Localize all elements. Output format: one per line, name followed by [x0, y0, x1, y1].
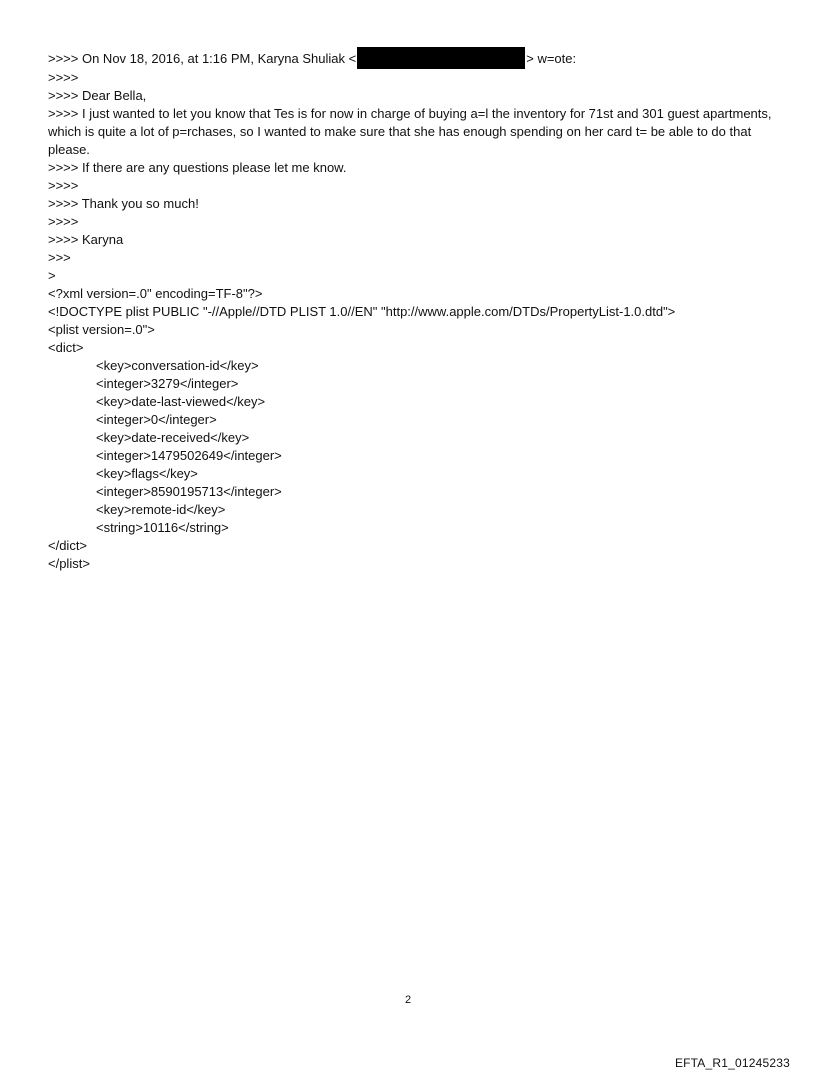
email-header-line	[48, 47, 778, 69]
email-line: >>>> Karyna	[48, 232, 124, 247]
page-number: 2	[404, 994, 412, 1006]
plist-entry: <key>date-last-viewed</key>	[96, 394, 266, 409]
plist-entry: <key>conversation-id</key>	[96, 358, 259, 373]
email-header-prefix: >>>> On Nov 18, 2016, at 1:16 PM, Karyna Shuliak <	[48, 51, 357, 66]
email-line: >>>>	[48, 178, 79, 193]
email-line: >	[48, 268, 56, 283]
plist-open-tag: <plist version=.0">	[48, 322, 155, 337]
plist-entry: <integer>8590195713</integer>	[96, 484, 282, 499]
plist-doctype: <!DOCTYPE plist PUBLIC "-//Apple//DTD PLIST 1.0//EN" "http://www.apple.com/DTDs/PropertyList-1.0.dtd">	[48, 304, 676, 319]
email-line: >>>>	[48, 70, 79, 85]
email-header-suffix: > w=ote:	[526, 51, 577, 66]
document-body	[48, 47, 778, 573]
plist-entry: <key>date-received</key>	[96, 430, 250, 445]
plist-entry: <integer>1479502649</integer>	[96, 448, 282, 463]
redaction-box	[357, 47, 525, 69]
plist-close-tag: </plist>	[48, 556, 90, 571]
plist-entry: <integer>0</integer>	[96, 412, 217, 427]
xml-declaration: <?xml version=.0" encoding=TF-8"?>	[48, 286, 263, 301]
plist-entry: <key>remote-id</key>	[96, 502, 226, 517]
email-line: >>>> Thank you so much!	[48, 196, 199, 211]
email-line: >>>> Dear Bella,	[48, 88, 147, 103]
email-line: >>>> If there are any questions please let me know.	[48, 160, 347, 175]
plist-entry: <integer>3279</integer>	[96, 376, 239, 391]
dict-open-tag: <dict>	[48, 340, 84, 355]
email-line: >>>> I just wanted to let you know that Tes is for now in charge of buying a=l the inventory for 71st and 301 guest apartments, which is quite a lot of p=rchases, so I wanted to make sure that she has enough spending on her card t= be able to do that please.	[48, 106, 776, 157]
plist-entry: <key>flags</key>	[96, 466, 198, 481]
email-line: >>>	[48, 250, 71, 265]
dict-close-tag: </dict>	[48, 538, 88, 553]
email-line: >>>>	[48, 214, 79, 229]
plist-entry: <string>10116</string>	[96, 520, 229, 535]
document-id: EFTA_R1_01245233	[674, 1056, 790, 1070]
